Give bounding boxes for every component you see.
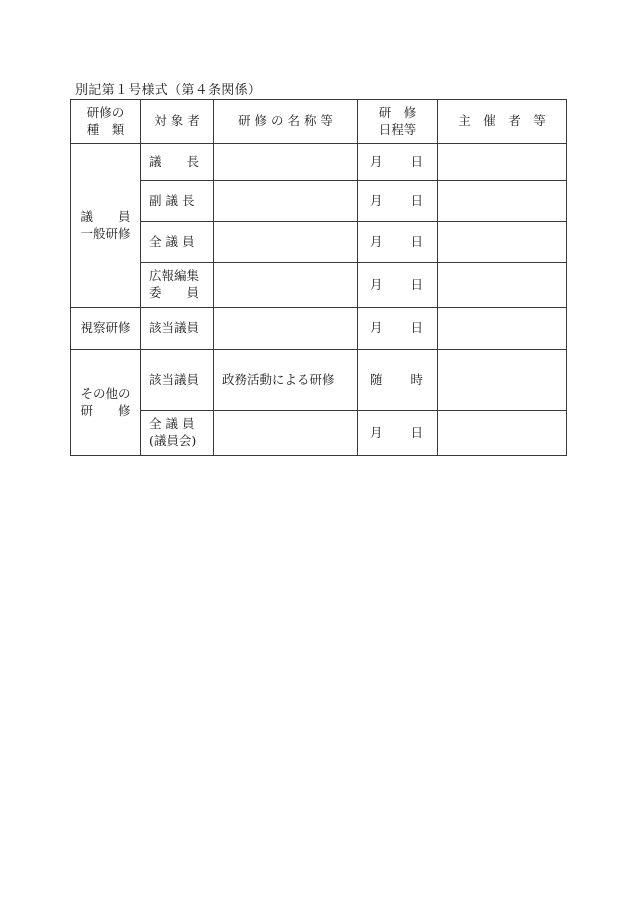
name-cell <box>214 222 358 263</box>
group-general-training: 議 員 一般研修 <box>71 144 141 308</box>
target-cell: 副 議 長 <box>141 181 214 222</box>
date-cell: 月 日 <box>358 263 438 308</box>
table-row <box>71 308 567 350</box>
date-cell: 月 日 <box>358 308 438 350</box>
date-cell: 月 日 <box>358 181 438 222</box>
host-cell <box>438 181 567 222</box>
header-target: 対 象 者 <box>141 100 214 144</box>
target-cell: 議 長 <box>141 144 214 181</box>
table-row <box>71 144 567 181</box>
header-training-type: 研修の 種 類 <box>71 100 141 144</box>
date-cell: 月 日 <box>358 144 438 181</box>
group-inspection-training: 視察研修 <box>71 308 141 350</box>
target-cell: 広報編集 委 員 <box>141 263 214 308</box>
header-training-name: 研 修 の 名 称 等 <box>214 100 358 144</box>
table-row <box>71 263 567 308</box>
target-cell: 全 議 員 (議員会) <box>141 411 214 456</box>
name-cell <box>214 263 358 308</box>
host-cell <box>438 350 567 411</box>
training-form-table <box>70 99 567 456</box>
date-cell: 月 日 <box>358 222 438 263</box>
target-cell: 該当議員 <box>141 350 214 411</box>
target-cell: 全 議 員 <box>141 222 214 263</box>
table-header-row <box>71 100 567 144</box>
date-cell: 月 日 <box>358 411 438 456</box>
table-row <box>71 350 567 411</box>
name-cell: 政務活動による研修 <box>214 350 358 411</box>
table-row <box>71 181 567 222</box>
table-row <box>71 222 567 263</box>
name-cell <box>214 181 358 222</box>
host-cell <box>438 263 567 308</box>
name-cell <box>214 308 358 350</box>
host-cell <box>438 144 567 181</box>
header-host: 主 催 者 等 <box>438 100 567 144</box>
header-schedule: 研 修 日程等 <box>358 100 438 144</box>
name-cell <box>214 144 358 181</box>
name-cell <box>214 411 358 456</box>
table-row <box>71 411 567 456</box>
target-cell: 該当議員 <box>141 308 214 350</box>
host-cell <box>438 222 567 263</box>
host-cell <box>438 308 567 350</box>
date-cell: 随 時 <box>358 350 438 411</box>
host-cell <box>438 411 567 456</box>
group-other-training: その他の 研 修 <box>71 350 141 456</box>
form-caption: 別記第１号様式（第４条関係） <box>75 83 262 98</box>
